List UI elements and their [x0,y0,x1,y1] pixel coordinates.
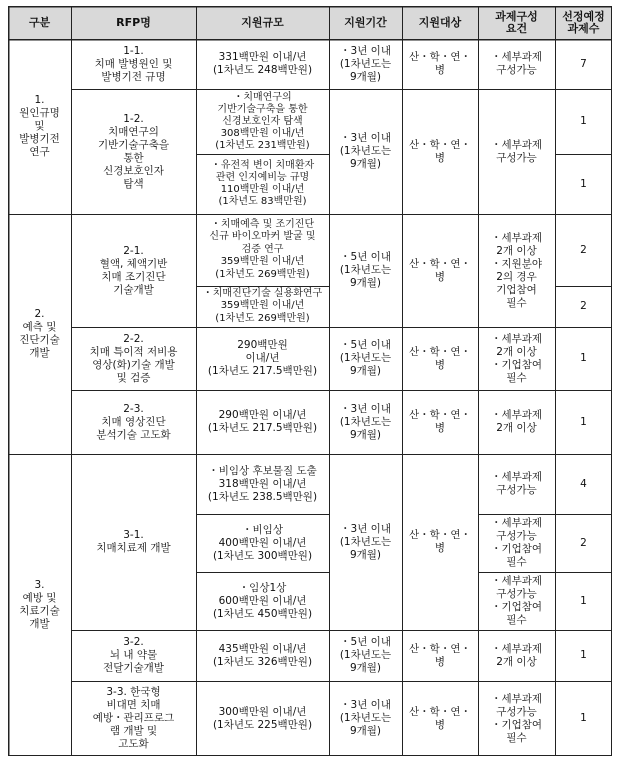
support-1: 331백만원 이내/년 (1차년도 248백만원) [212,51,313,76]
period-1-1: ・3년 이내 (1차년도는 9개월) [339,44,392,83]
support-4: ・치매예측 및 조기진단 신규 바이오마커 발굴 및 검증 연구 359백만원 이내/년 (1차년도 269백만원) [209,218,316,280]
support-7: 290백만원 이내/년 (1차년도 217.5백만원) [207,409,318,434]
period-3-3: ・3년 이내 (1차년도는 9개월) [339,699,392,737]
header-requirements: 과제구성 요건 [478,6,555,39]
rfp-3-3: 3-3. 한국형 비대면 치매 예방・관리프로그 램 개발 및 고도화 [92,686,175,750]
req-3-1c: ・세부과제 구성가능 ・기업참여 필수 [490,575,543,626]
support-3: ・유전적 변이 치매환자 관련 인지예비능 규명 110백만원 이내/년 (1차년도 83백만원) [210,160,315,207]
count-7: 1 [580,415,587,428]
header-category: 구분 [8,6,71,39]
support-5: ・치매진단기술 실용화연구 359백만원 이내/년 (1차년도 269백만원) [202,287,323,324]
req-3-2: ・세부과제 2개 이상 [490,642,543,668]
category-2: 2. 예측 및 진단기술 개발 [19,308,60,359]
count-3: 1 [580,177,587,190]
header-support: 지원규모 [196,6,329,39]
count-4: 2 [580,243,587,256]
req-3-1a: ・세부과제 구성가능 [490,471,543,496]
category-3: 3. 예방 및 치료기술 개발 [19,579,60,630]
target-3-1: 산・학・연・병 [409,529,471,554]
target-1-1: 산・학・연・병 [409,51,471,76]
target-1-2: 산・학・연・병 [409,138,471,164]
rfp-1-1: 1-1. 치매 발병원인 및 발병기전 규명 [94,44,173,83]
rfp-2-2: 2-2. 치매 특이적 저비용 영상(화)기술 개발 및 검증 [89,332,178,384]
req-3-3: ・세부과제 구성가능 ・기업참여 필수 [490,692,543,744]
table-grid-lines [8,6,612,756]
rfp-table [8,6,612,756]
rfp-2-3: 2-3. 치매 영상진단 분석기술 고도화 [96,402,171,441]
period-1-2: ・3년 이내 (1차년도는 9개월) [339,132,392,170]
req-2-3: ・세부과제 2개 이상 [490,409,543,434]
rfp-2-1: 2-1. 혈액, 체액기반 치매 조기진단 기술개발 [99,244,168,296]
support-8: ・비임상 후보물질 도출 318백만원 이내/년 (1차년도 238.5백만원) [207,464,318,503]
header-target: 지원대상 [402,6,478,39]
period-2-1: ・5년 이내 (1차년도는 9개월) [339,251,392,289]
req-1-2: ・세부과제 구성가능 [490,138,543,164]
target-3-2: 산・학・연・병 [409,642,471,668]
target-2-2: 산・학・연・병 [409,345,471,371]
period-3-2: ・5년 이내 (1차년도는 9개월) [339,636,392,674]
period-2-2: ・5년 이내 (1차년도는 9개월) [339,339,392,377]
rfp-3-2: 3-2. 뇌 내 약물 전달기술개발 [103,636,164,674]
rfp-3-1: 3-1. 치매치료제 개발 [96,529,171,554]
period-2-3: ・3년 이내 (1차년도는 9개월) [339,402,392,441]
req-3-1b: ・세부과제 구성가능 ・기업참여 필수 [490,517,543,568]
rfp-1-2: 1-2. 치매연구의 기반기술구축을 통한 신경보호인자 탐색 [97,112,169,190]
target-2-3: 산・학・연・병 [409,409,471,434]
count-2: 1 [580,115,587,127]
count-6: 1 [580,352,587,364]
count-5: 2 [580,300,587,312]
support-11: 435백만원 이내/년 (1차년도 326백만원) [212,642,313,668]
count-8: 4 [580,477,587,490]
header-rfp: RFP명 [71,6,196,39]
category-1: 1. 원인규명 및 발병기전 연구 [19,94,60,158]
support-6: 290백만원 이내/년 (1차년도 217.5백만원) [207,339,318,377]
count-10: 1 [580,594,587,607]
header-period: 지원기간 [329,6,402,39]
support-12: 300백만원 이내/년 (1차년도 225백만원) [212,705,313,731]
period-3-1: ・3년 이내 (1차년도는 9개월) [339,522,392,561]
count-1: 7 [580,57,587,70]
header-count: 선정예정 과제수 [555,6,612,39]
req-2-2: ・세부과제 2개 이상 ・기업참여 필수 [490,332,543,384]
target-2-1: 산・학・연・병 [409,257,471,283]
req-2-1: ・세부과제 2개 이상 ・지원분야 2의 경우 기업참여 필수 [490,231,543,309]
count-12: 1 [580,712,587,724]
req-1-1: ・세부과제 구성가능 [490,51,543,76]
target-3-3: 산・학・연・병 [409,705,471,731]
support-10: ・임상1상 600백만원 이내/년 (1차년도 450백만원) [212,581,313,620]
support-9: ・비임상 400백만원 이내/년 (1차년도 300백만원) [212,523,313,562]
support-2: ・치매연구의 기반기술구축을 통한 신경보호인자 탐색 308백만원 이내/년 (1차년도 231백만원) [215,91,310,151]
count-11: 1 [580,649,587,661]
count-9: 2 [580,536,587,549]
